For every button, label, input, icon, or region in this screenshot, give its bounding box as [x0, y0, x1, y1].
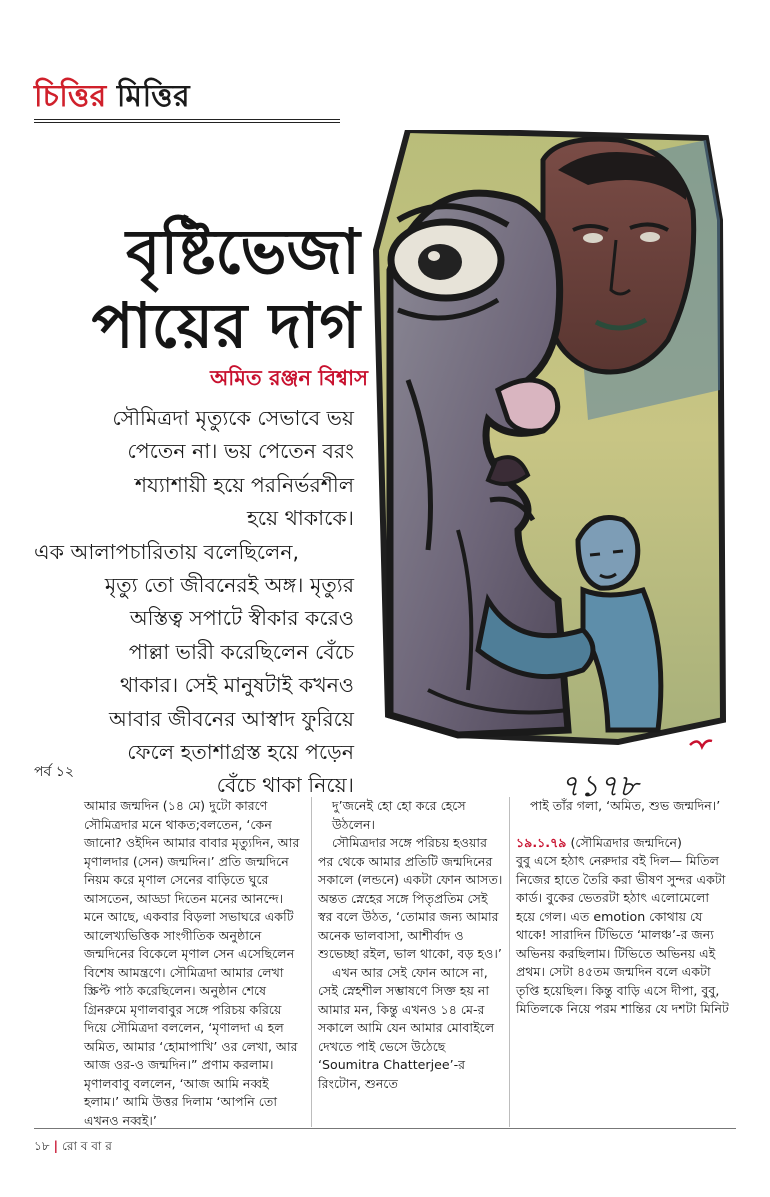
page-footer — [34, 1138, 112, 1158]
pull-quote-line: পাল্লা ভারী করেছিলেন বেঁচে — [128, 639, 354, 664]
pull-quote-line: থাকার। সেই মানুষটাই কখনও — [120, 673, 354, 698]
column-divider — [509, 797, 510, 1127]
pull-quote-line: বেঁচে থাকা নিয়ে। — [216, 773, 354, 798]
pull-quote-line: মৃত্যু তো জীবনেরই অঙ্গ। মৃত্যুর — [104, 573, 354, 598]
pull-quote-line: অস্তিত্ব সপাটে স্বীকার করেও — [129, 606, 354, 631]
pull-quote-line: সৌমিত্রদা মৃত্যুকে সেভাবে ভয় — [112, 406, 354, 430]
column-divider — [311, 797, 312, 1127]
title-rule — [34, 119, 340, 120]
footer-separator: | — [53, 1139, 58, 1153]
paragraph: বুবু এসে হঠাৎ নেরুদার বই দিল— মিতিল নিজের হাতে তৈরি করা ভীষণ সুন্দর একটা কার্ড। বুকের ভেতরটা হঠাৎ এলোমেলো হয়ে গেল। এত emotion কোথায় যে থাকে! সারাদিন টিভিতে ‘মালঞ্চ’-র জন্য অভিনয় করছিলাম। টিভিতে অভিনয় এই প্রথম। সেটা ৪৫তম জন্মদিন বলে একটা তৃপ্তি হয়েছিল। কিন্তু বাড়ি এসে দীপা, বুবু, মিতিলকে নিয়ে পরম শান্তির যে দশটা মিনিট — [516, 853, 729, 1016]
page-number: ১৮ — [34, 1139, 50, 1153]
illustration-painting — [368, 130, 728, 745]
article-column-1 — [84, 797, 306, 1130]
pull-quote — [34, 402, 354, 803]
pull-quote-line: হয়ে থাকাকে। — [246, 506, 354, 531]
article-column-2 — [318, 797, 504, 1093]
pull-quote-line: পেতেন না। ভয় পেতেন বরং — [127, 439, 354, 464]
paragraph: পাই তাঁর গলা, ‘অমিত, শুভ জন্মদিন।’ — [530, 798, 721, 813]
column-title-red: চিত্তির — [34, 79, 107, 114]
headline — [40, 215, 360, 363]
magazine-name: রো ব বা র — [61, 1139, 112, 1153]
diary-date-caption: (সৌমিত্রদার জন্মদিনে) — [566, 834, 682, 850]
headline-line-2: পায়ের দাগ — [91, 289, 360, 362]
author-byline: অমিত রঞ্জন বিশ্বাস — [210, 366, 368, 390]
paragraph: আমার জন্মদিন (১৪ মে) দুটো কারণে সৌমিত্রদার মনে থাকত;বলতেন, ‘কেন জানো? ওইদিন আমার বাবার মৃত্যুদিন, আর মৃণালদার (সেন) জন্মদিন।’ প্রতি জন্মদিনে নিয়ম করে মৃণাল সেনের বাড়িতে ঘুরে আসতেন, আড্ডা দিতেন মনের আনন্দে। মনে আছে, একবার বিড়লা সভাঘরে একটি আলেখ্যভিত্তিক সাংগীতিক অনুষ্ঠানে জন্মদিনের বিকেলে মৃণাল সেন এসেছিলেন বিশেষ আমন্ত্রণে। সৌমিত্রদা আমার লেখা স্ক্রিপ্ট পাঠ করেছিলেন। অনুষ্ঠান শেষে গ্রিনরুমে মৃণালবাবুর সঙ্গে পরিচয় করিয়ে দিয়ে সৌমিত্রদা বললেন, ‘মৃণালদা এ হল অমিত, আমার ‘হোমাপাখি’ ওর লেখা, আর আজ ওর-ও জন্মদিন।” প্রণাম করলাম। মৃণালবাবু বললেন, ‘আজ আমি নব্বই হলাম।’ আমি উত্তর দিলাম ‘আপনি তো এখনও নব্বই।’ — [84, 798, 300, 1128]
diary-date: ১৯.১.৭৯ — [516, 834, 567, 850]
headline-line-1: বৃষ্টিভেজা — [126, 215, 360, 288]
pull-quote-line: আবার জীবনের আস্বাদ ফুরিয়ে — [109, 706, 354, 731]
signature-mark — [688, 735, 714, 753]
pull-quote-line: শয্যাশায়ী হয়ে পরনির্ভরশীল — [134, 472, 354, 497]
paragraph: সৌমিত্রদার সঙ্গে পরিচয় হওয়ার পর থেকে আমার প্রতিটি জন্মদিনের সকালে (লন্ডনে) একটা ফোন আসত। অন্তত স্নেহের সঙ্গে পিতৃপ্রতিম সেই স্বর বলে উঠত, ‘তোমার জন্য আমার অনেক ভালবাসা, আশীর্বাদ ও শুভেচ্ছা রইল, ভাল থাকো, বড় হও।’ — [318, 835, 503, 961]
pull-quote-line: ফেলে হতাশাগ্রস্ত হয়ে পড়েন — [127, 740, 354, 765]
title-rule — [34, 122, 340, 123]
column-title-black: মিত্তির — [116, 79, 191, 114]
pull-quote-line: এক আলাপচারিতায় বলেছিলেন, — [34, 539, 300, 564]
diary-entry-heading — [516, 834, 732, 853]
paragraph: দু’জনেই হো হো করে হেসে উঠলেন। — [332, 798, 466, 832]
column-title — [34, 72, 190, 123]
paragraph: এখন আর সেই ফোন আসে না, সেই স্নেহশীল সম্ভাষণে সিক্ত হয় না আমার মন, কিন্তু এখনও ১৪ মে-র সকালে আমি যেন আমার মোবাইলে দেখতে পাই ভেসে উঠেছে ‘Soumitra Chatterjee’-র রিংটোন, শুনতে — [318, 964, 495, 1091]
artist-signature: ৭১৭৮ — [560, 769, 638, 804]
episode-label: পর্ব ১২ — [34, 764, 74, 780]
footer-rule — [34, 1128, 736, 1129]
article-column-3 — [516, 797, 732, 1019]
